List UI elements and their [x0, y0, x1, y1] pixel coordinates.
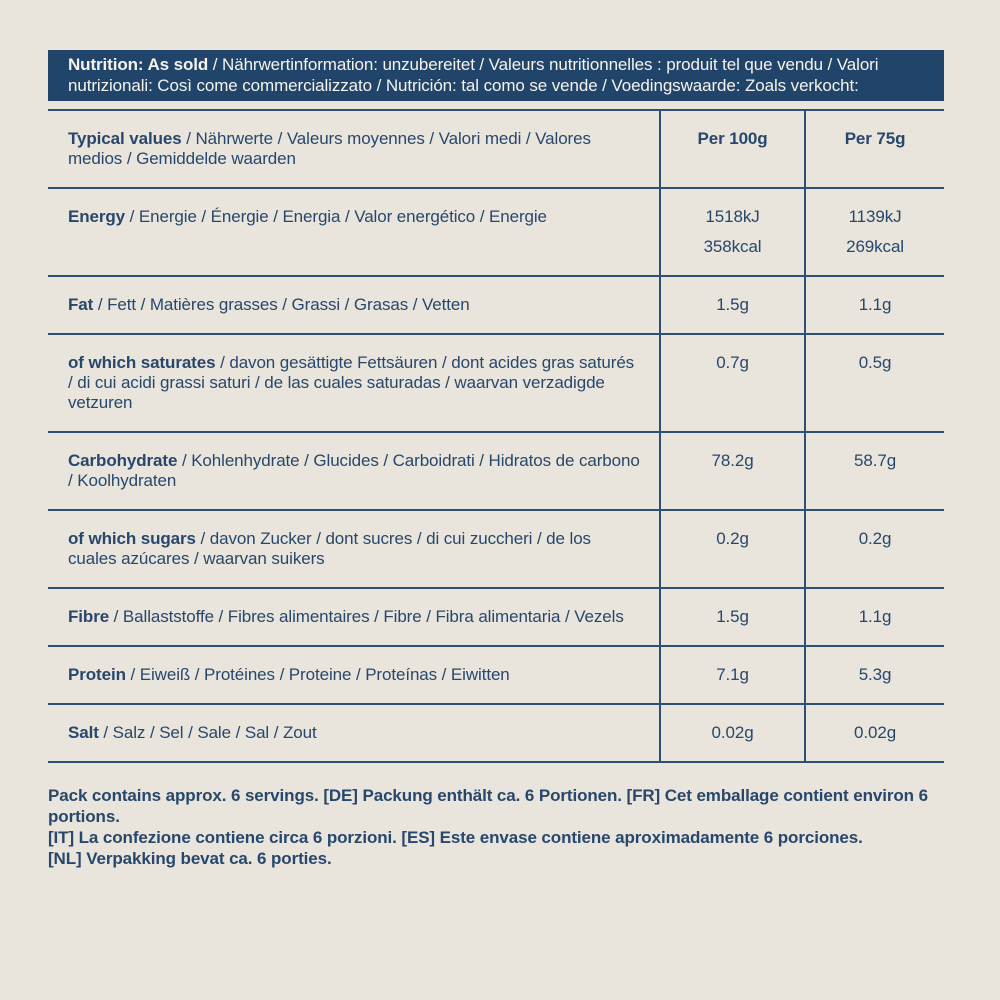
nutrition-header-banner: [48, 50, 944, 101]
table-row-fibre: [48, 588, 944, 646]
energy-per-75g: [805, 188, 944, 276]
row-label-translations: / Fett / Matières grasses / Grassi / Grasas / Vetten: [93, 295, 470, 314]
table-row-sugars: [48, 510, 944, 588]
energy-per-75g-kj: 1139kJ: [848, 207, 902, 226]
salt-per-75g: 0.02g: [805, 704, 944, 762]
sugars-per-100g: 0.2g: [660, 510, 805, 588]
row-label-translations: / Eiweiß / Protéines / Proteine / Proteínas / Eiwitten: [125, 665, 510, 684]
fibre-per-75g: 1.1g: [805, 588, 944, 646]
row-label-bold: of which sugars: [68, 529, 196, 548]
protein-per-75g: 5.3g: [805, 646, 944, 704]
saturates-per-75g: 0.5g: [805, 334, 944, 432]
row-label-cell: [48, 646, 660, 704]
row-label-translations: / Kohlenhydrate / Glucides / Carboidrati / Hidratos de carbono / Koolhydraten: [68, 451, 640, 490]
table-header-row: [48, 110, 944, 188]
row-label-bold: Salt: [68, 723, 99, 742]
row-label-bold: Energy: [68, 207, 126, 226]
energy-per-100g: [660, 188, 805, 276]
row-label-cell: [48, 432, 660, 510]
row-label-cell: [48, 704, 660, 762]
carbohydrate-per-75g: 58.7g: [805, 432, 944, 510]
header-label-bold: Typical values: [68, 129, 182, 148]
header-label-translations: / Nährwerte / Valeurs moyennes / Valori medi / Valores medios / Gemiddelde waarden: [68, 129, 591, 168]
fat-per-75g: 1.1g: [805, 276, 944, 334]
table-row-protein: [48, 646, 944, 704]
row-label-translations: / Ballaststoffe / Fibres alimentaires / Fibre / Fibra alimentaria / Vezels: [109, 607, 624, 626]
row-label-cell: [48, 334, 660, 432]
protein-per-100g: 7.1g: [660, 646, 805, 704]
table-row-saturates: [48, 334, 944, 432]
energy-per-100g-kj: 1518kJ: [705, 207, 760, 226]
column-header-per-100g: Per 100g: [660, 110, 805, 188]
table-row-energy: [48, 188, 944, 276]
row-label-bold: of which saturates: [68, 353, 216, 372]
banner-title-bold: Nutrition: As sold: [68, 55, 209, 74]
salt-per-100g: 0.02g: [660, 704, 805, 762]
fibre-per-100g: 1.5g: [660, 588, 805, 646]
nutrition-label: [48, 50, 944, 869]
row-label-bold: Carbohydrate: [68, 451, 178, 470]
saturates-per-100g: 0.7g: [660, 334, 805, 432]
header-label-cell: [48, 110, 660, 188]
carbohydrate-per-100g: 78.2g: [660, 432, 805, 510]
servings-note: [48, 785, 944, 869]
table-row-salt: [48, 704, 944, 762]
table-row-carbohydrate: [48, 432, 944, 510]
row-label-bold: Fibre: [68, 607, 110, 626]
column-header-per-75g: Per 75g: [805, 110, 944, 188]
row-label-translations: / davon Zucker / dont sucres / di cui zuccheri / de los cuales azúcares / waarvan suikers: [68, 529, 591, 568]
energy-per-100g-kcal: 358kcal: [703, 237, 762, 256]
row-label-translations: / davon gesättigte Fettsäuren / dont acides gras saturés / di cui acidi grassi saturi / de las cuales saturadas / waarvan verzadigde vetzuren: [68, 353, 635, 412]
servings-note-line: [NL] Verpakking bevat ca. 6 porties.: [48, 849, 332, 868]
row-label-cell: [48, 188, 660, 276]
table-row-fat: [48, 276, 944, 334]
nutrition-table: [48, 109, 944, 763]
row-label-cell: [48, 510, 660, 588]
banner-title-translations: / Nährwertinformation: unzubereitet / Valeurs nutritionnelles : produit tel que vendu / Valori nutrizionali: Così come commercializzato / Nutrición: tal como se vende / Voedingswaarde: Zoals verkocht:: [68, 55, 879, 95]
row-label-cell: [48, 588, 660, 646]
row-label-cell: [48, 276, 660, 334]
servings-note-line: Pack contains approx. 6 servings. [DE] Packung enthält ca. 6 Portionen. [FR] Cet emballage contient environ 6 portions.: [48, 786, 928, 826]
row-label-bold: Fat: [68, 295, 94, 314]
row-label-bold: Protein: [68, 665, 126, 684]
sugars-per-75g: 0.2g: [805, 510, 944, 588]
row-label-translations: / Energie / Énergie / Energia / Valor energético / Energie: [125, 207, 547, 226]
row-label-translations: / Salz / Sel / Sale / Sal / Zout: [98, 723, 317, 742]
energy-per-75g-kcal: 269kcal: [846, 237, 904, 256]
servings-note-line: [IT] La confezione contiene circa 6 porzioni. [ES] Este envase contiene aproximadamente 6 porciones.: [48, 828, 863, 847]
fat-per-100g: 1.5g: [660, 276, 805, 334]
